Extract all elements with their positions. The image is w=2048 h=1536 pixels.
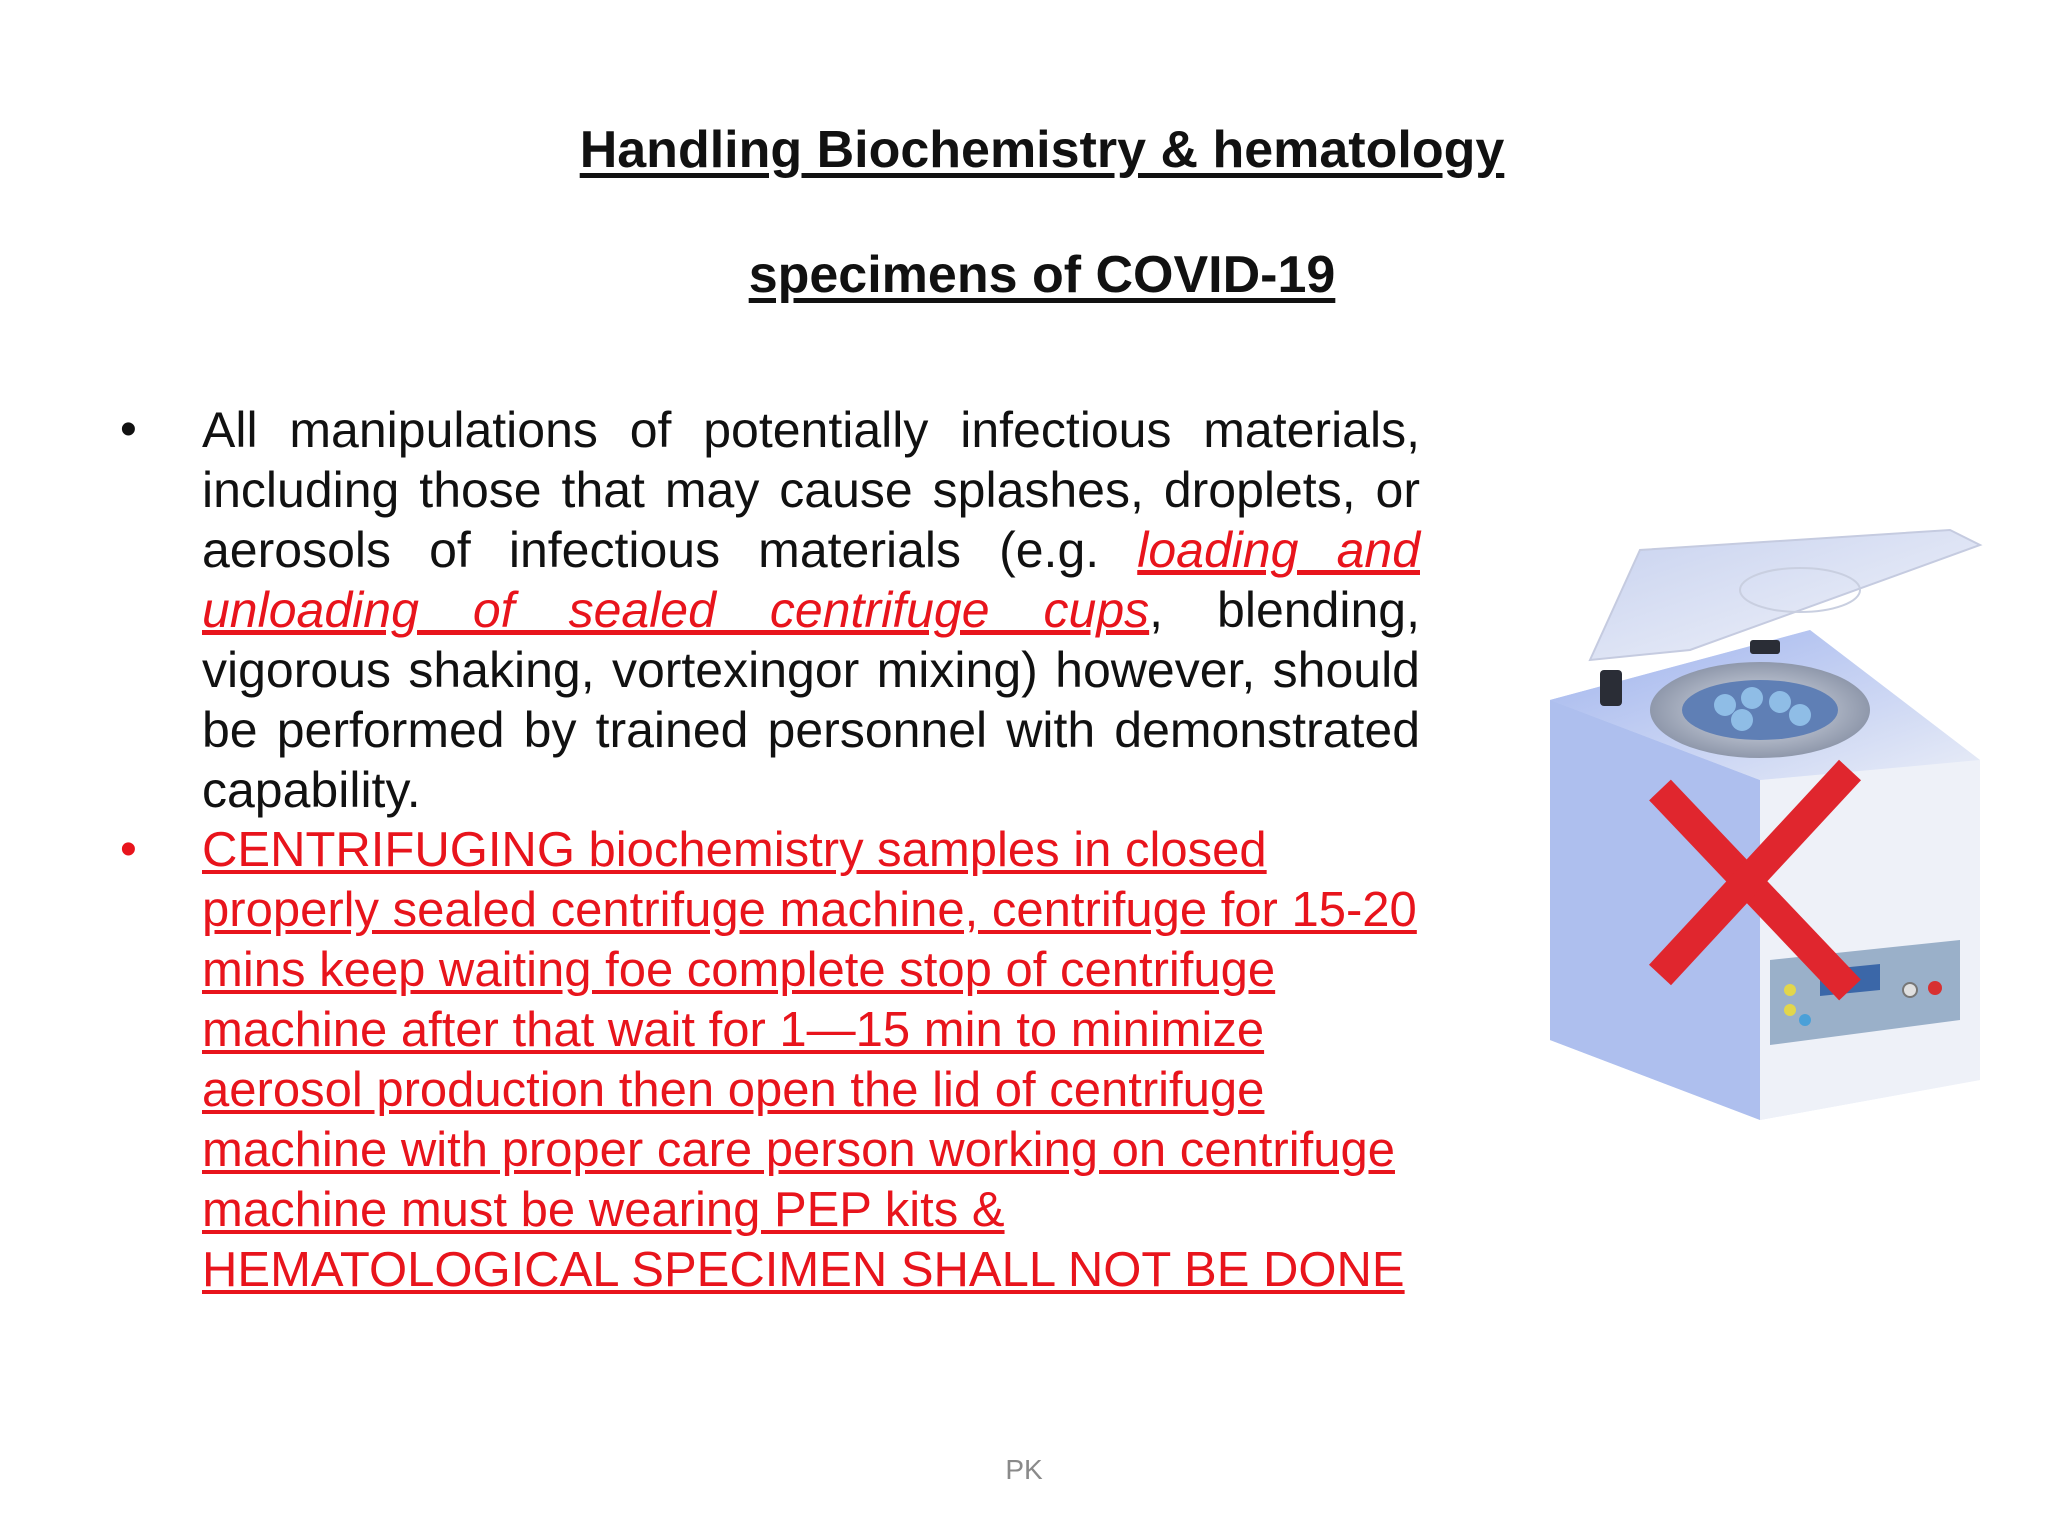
bullet-item-centrifuging	[120, 820, 1420, 1300]
bullet1-text-after: , blending, vigorous shaking, vortexingor mixing) however, should be performed by trained personnel with demonstrated capability.	[202, 582, 1420, 818]
bullet1-highlight: loading and unloading of sealed centrifuge cups	[202, 522, 1420, 638]
bullet-list	[120, 400, 1420, 1300]
slide-title-line2: specimens of COVID-19	[748, 246, 1336, 304]
slide-title-line1: Handling Biochemistry & hematology	[579, 121, 1505, 179]
centrifuge-icon	[1480, 520, 2020, 1120]
bullet1-text-before: All manipulations of potentially infectious materials, including those that may cause splashes, droplets, or aerosols of infectious materials (e.g.	[202, 402, 1420, 578]
bullet-symbol: •	[120, 823, 137, 876]
bullet-symbol: •	[120, 403, 137, 456]
centrifuge-crossed-image	[1480, 520, 2020, 1120]
bullet-item-manipulations	[120, 400, 1420, 820]
bullet2-text: CENTRIFUGING biochemistry samples in closed properly sealed centrifuge machine, centrifuge for 15-20 mins keep waiting foe complete stop of centrifuge machine after that wait for 1—15 min to minimize aerosol production then open the lid of centrifuge machine with proper care person working on centrifuge machine must be wearing PEP kits & HEMATOLOGICAL SPECIMEN SHALL NOT BE DONE	[202, 823, 1417, 1297]
footer-initials: PK	[1005, 1454, 1043, 1485]
